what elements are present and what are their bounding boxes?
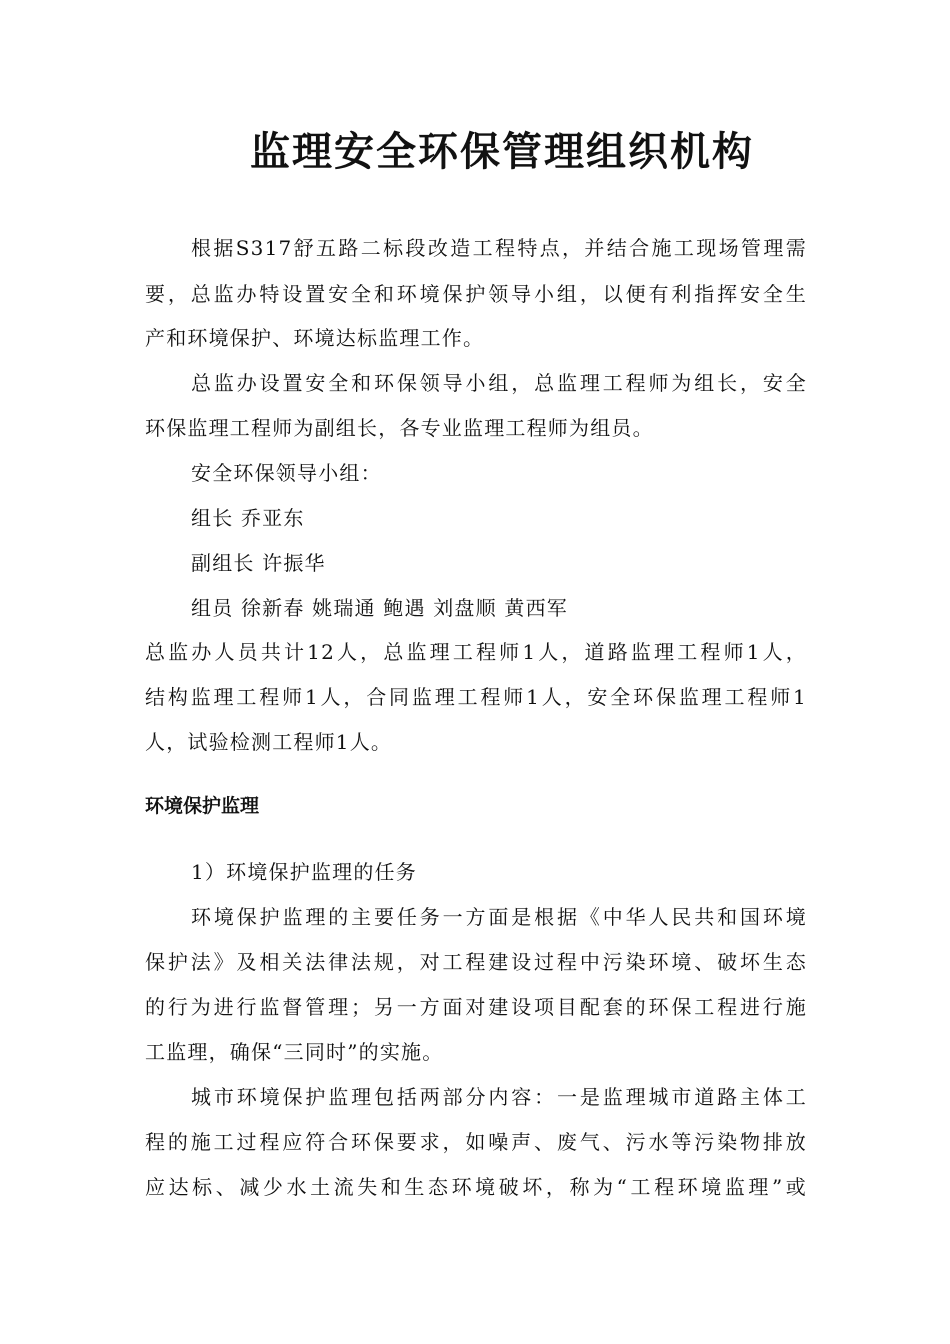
staff-line: 结构监理工程师1人，合同监理工程师1人，安全环保监理工程师1 <box>145 685 807 709</box>
paragraph-line: 程的施工过程应符合环保要求，如噪声、废气、污水等污染物排放 <box>145 1130 807 1154</box>
paragraph-line: 工监理，确保“三同时”的实施。 <box>145 1040 444 1064</box>
paragraph-line: 根据S317舒五路二标段改造工程特点，并结合施工现场管理需 <box>191 236 807 260</box>
staff-line: 总监办人员共计12人，总监理工程师1人，道路监理工程师1人， <box>145 640 807 664</box>
paragraph-line: 要，总监办特设置安全和环境保护领导小组，以便有利指挥安全生 <box>145 282 807 306</box>
paragraph-line: 环境保护监理的主要任务一方面是根据《中华人民共和国环境 <box>191 905 807 929</box>
paragraph-line: 应达标、减少水土流失和生态环境破坏，称为“工程环境监理”或 <box>145 1175 807 1199</box>
section-heading: 环境保护监理 <box>145 795 260 817</box>
staff-line: 人，试验检测工程师1人。 <box>145 730 393 754</box>
subsection-heading: 1）环境保护监理的任务 <box>191 860 417 884</box>
paragraph-line: 的行为进行监督管理；另一方面对建设项目配套的环保工程进行施 <box>145 995 807 1019</box>
group-title: 安全环保领导小组： <box>191 461 382 485</box>
paragraph-line: 产和环境保护、环境达标监理工作。 <box>145 326 485 350</box>
paragraph-line: 保护法》及相关法律法规，对工程建设过程中污染环境、破坏生态 <box>145 950 807 974</box>
paragraph-line: 环保监理工程师为副组长，各专业监理工程师为组员。 <box>145 416 654 440</box>
group-deputy: 副组长 许振华 <box>191 551 326 575</box>
paragraph-line: 总监办设置安全和环保领导小组，总监理工程师为组长，安全 <box>191 371 807 395</box>
group-members: 组员 徐新春 姚瑞通 鲍遇 刘盘顺 黄西军 <box>191 596 568 620</box>
document-title: 监理安全环保管理组织机构 <box>250 129 754 175</box>
group-leader: 组长 乔亚东 <box>191 506 305 530</box>
paragraph-line: 城市环境保护监理包括两部分内容：一是监理城市道路主体工 <box>191 1085 807 1109</box>
